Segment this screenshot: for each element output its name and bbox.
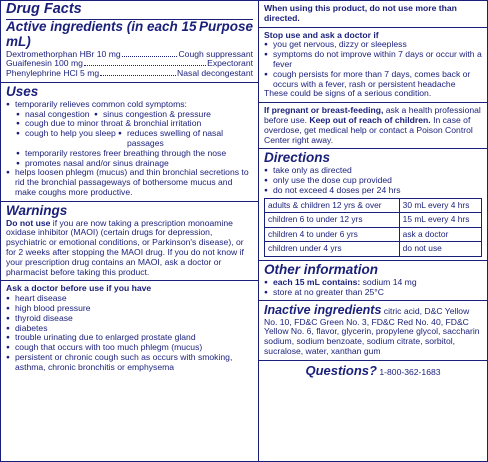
right-column [259,1,487,461]
list-item: ● promotes nasal and/or sinus drainage [6,159,253,169]
age-cell: adults & children 12 yrs & over [265,198,400,213]
list-item: ● cough persists for more than 7 days, comes back or occurs with a fever, rash or persistent headache [264,70,482,90]
list-item: ● sinus congestion & pressure [94,110,253,120]
phone-number: 1-800-362-1683 [376,366,441,377]
directions-section [259,149,487,261]
list-item: ● store at no greater than 25°C [264,288,482,298]
sodium-value: sodium 14 mg [360,276,417,287]
inactive-ingredients-list: citric acid, D&C Yellow No. 10, FD&C Green No. 3, FD&C Red No. 40, FD&C Yellow No. 6, flavor, glycerin, propylene glycol, saccharin sodium, sodium benzoate, sodium citrate, sorbitol, sucralose, water, xanthan gum [264,306,480,356]
list-item: ● cough due to minor throat & bronchial irritation [6,119,253,129]
dose-cell: do not use [399,242,481,257]
table-row [265,198,482,213]
ingredient-name: Phenylephrine HCl 5 mg [6,68,100,79]
stop-use-note: These could be signs of a serious condition. [264,88,432,99]
stop-use-list [264,40,482,89]
ingredient-name: Dextromethorphan HBr 10 mg [6,48,121,59]
list-item: ● take only as directed [264,166,482,176]
list-item: ● diabetes [6,324,253,334]
do-not-use-text [6,219,253,278]
other-information-section [259,261,487,301]
ask-doctor-heading: Ask a doctor before use if you have [6,283,152,294]
when-using-text: When using this product, do not use more than directed. [264,3,457,23]
list-item: ● you get nervous, dizzy or sleepless [264,40,482,50]
other-information-list [264,278,482,298]
list-item: ● temporarily restores freer breathing through the nose [6,149,253,159]
questions-label: Questions? [305,362,377,378]
table-row [265,213,482,228]
list-item: ● symptoms do not improve within 7 days or occur with a fever [264,50,482,70]
warnings-heading: Warnings [6,202,68,218]
list-item: ● trouble urinating due to enlarged prostate gland [6,333,253,343]
pregnancy-text [264,106,482,145]
dosage-table [264,198,482,257]
inactive-ingredients-text [264,303,482,356]
overdose-body: In case of overdose, get medical help or contact a Poison Control Center right away. [264,114,473,145]
list-item: ● thyroid disease [6,314,253,324]
list-item: ● high blood pressure [6,304,253,314]
uses-heading: Uses [6,84,39,100]
dose-cell: 30 mL every 4 hrs [399,198,481,213]
ingredient-purpose: Expectorant [207,58,253,69]
active-ingredients-section [1,1,258,83]
ask-doctor-list [6,294,253,372]
pregnancy-label: If pregnant or breast-feeding, [264,105,384,116]
warnings-section [1,202,258,282]
pregnancy-section [259,103,487,149]
list-item: ● nasal congestion [6,110,94,120]
stop-use-section [259,28,487,104]
list-item: ● cough that occurs with too much phlegm (mucus) [6,343,253,353]
questions-section [259,361,487,382]
age-cell: children under 4 yrs [265,242,400,257]
keep-out-label: Keep out of reach of children. [309,114,431,125]
active-ingredients-header [6,20,253,50]
directions-list [264,166,482,195]
ingredient-purpose: Nasal decongestant [177,68,253,79]
list-item: ● reduces swelling of nasal passages [118,129,253,149]
purpose-heading: Purpose [198,18,253,34]
age-cell: children 4 to under 6 yrs [265,227,400,242]
do-not-use-label: Do not use [6,217,51,228]
ingredient-row [6,69,253,79]
list-item: ● heart disease [6,294,253,304]
ingredient-name: Guaifenesin 100 mg [6,58,83,69]
ask-doctor-section [1,281,258,375]
stop-use-heading: Stop use and ask a doctor if [264,29,379,40]
dose-cell: ask a doctor [399,227,481,242]
list-item: ● helps loosen phlegm (mucus) and thin bronchial secretions to rid the bronchial passageways of bothersome mucus and make coughs more productive. [6,168,253,197]
uses-section [1,83,258,202]
list-item: ● temporarily relieves common cold symptoms: [6,100,253,110]
list-item: ● cough to help you sleep [6,129,118,149]
drug-facts-title: Drug Facts [6,2,253,20]
left-column [1,1,259,461]
active-ingredients-heading: Active ingredients (in each 15 mL) [6,18,197,49]
uses-list [6,100,253,198]
table-row [265,227,482,242]
do-not-use-body: if you are now taking a prescription monoamine oxidase inhibitor (MAOI) (certain drugs for depression, psychiatric or emotional conditions, or Parkinson's disease), or for 2 weeks after stopping the MAOI drug. If you do not know if your prescription drug contains an MAOI, ask a doctor or pharmacist before taking this product. [6,217,244,277]
list-item: ● persistent or chronic cough such as occurs with smoking, asthma, chronic bronchitis or emphysema [6,353,253,373]
age-cell: children 6 to under 12 yrs [265,213,400,228]
dose-cell: 15 mL every 4 hrs [399,213,481,228]
uses-pair [6,129,253,149]
list-item: ● do not exceed 4 doses per 24 hrs [264,186,482,196]
pregnancy-body: ask a health professional before use. [264,105,481,125]
table-row [265,242,482,257]
directions-heading: Directions [264,150,331,166]
inactive-ingredients-heading: Inactive ingredients [264,303,382,318]
list-item: ● only use the dose cup provided [264,176,482,186]
other-information-heading: Other information [264,261,378,277]
when-using-section [259,1,487,28]
inactive-ingredients-section [259,301,487,360]
sodium-label: each 15 mL contains: [273,276,361,287]
ingredient-purpose: Cough suppressant [178,48,253,59]
